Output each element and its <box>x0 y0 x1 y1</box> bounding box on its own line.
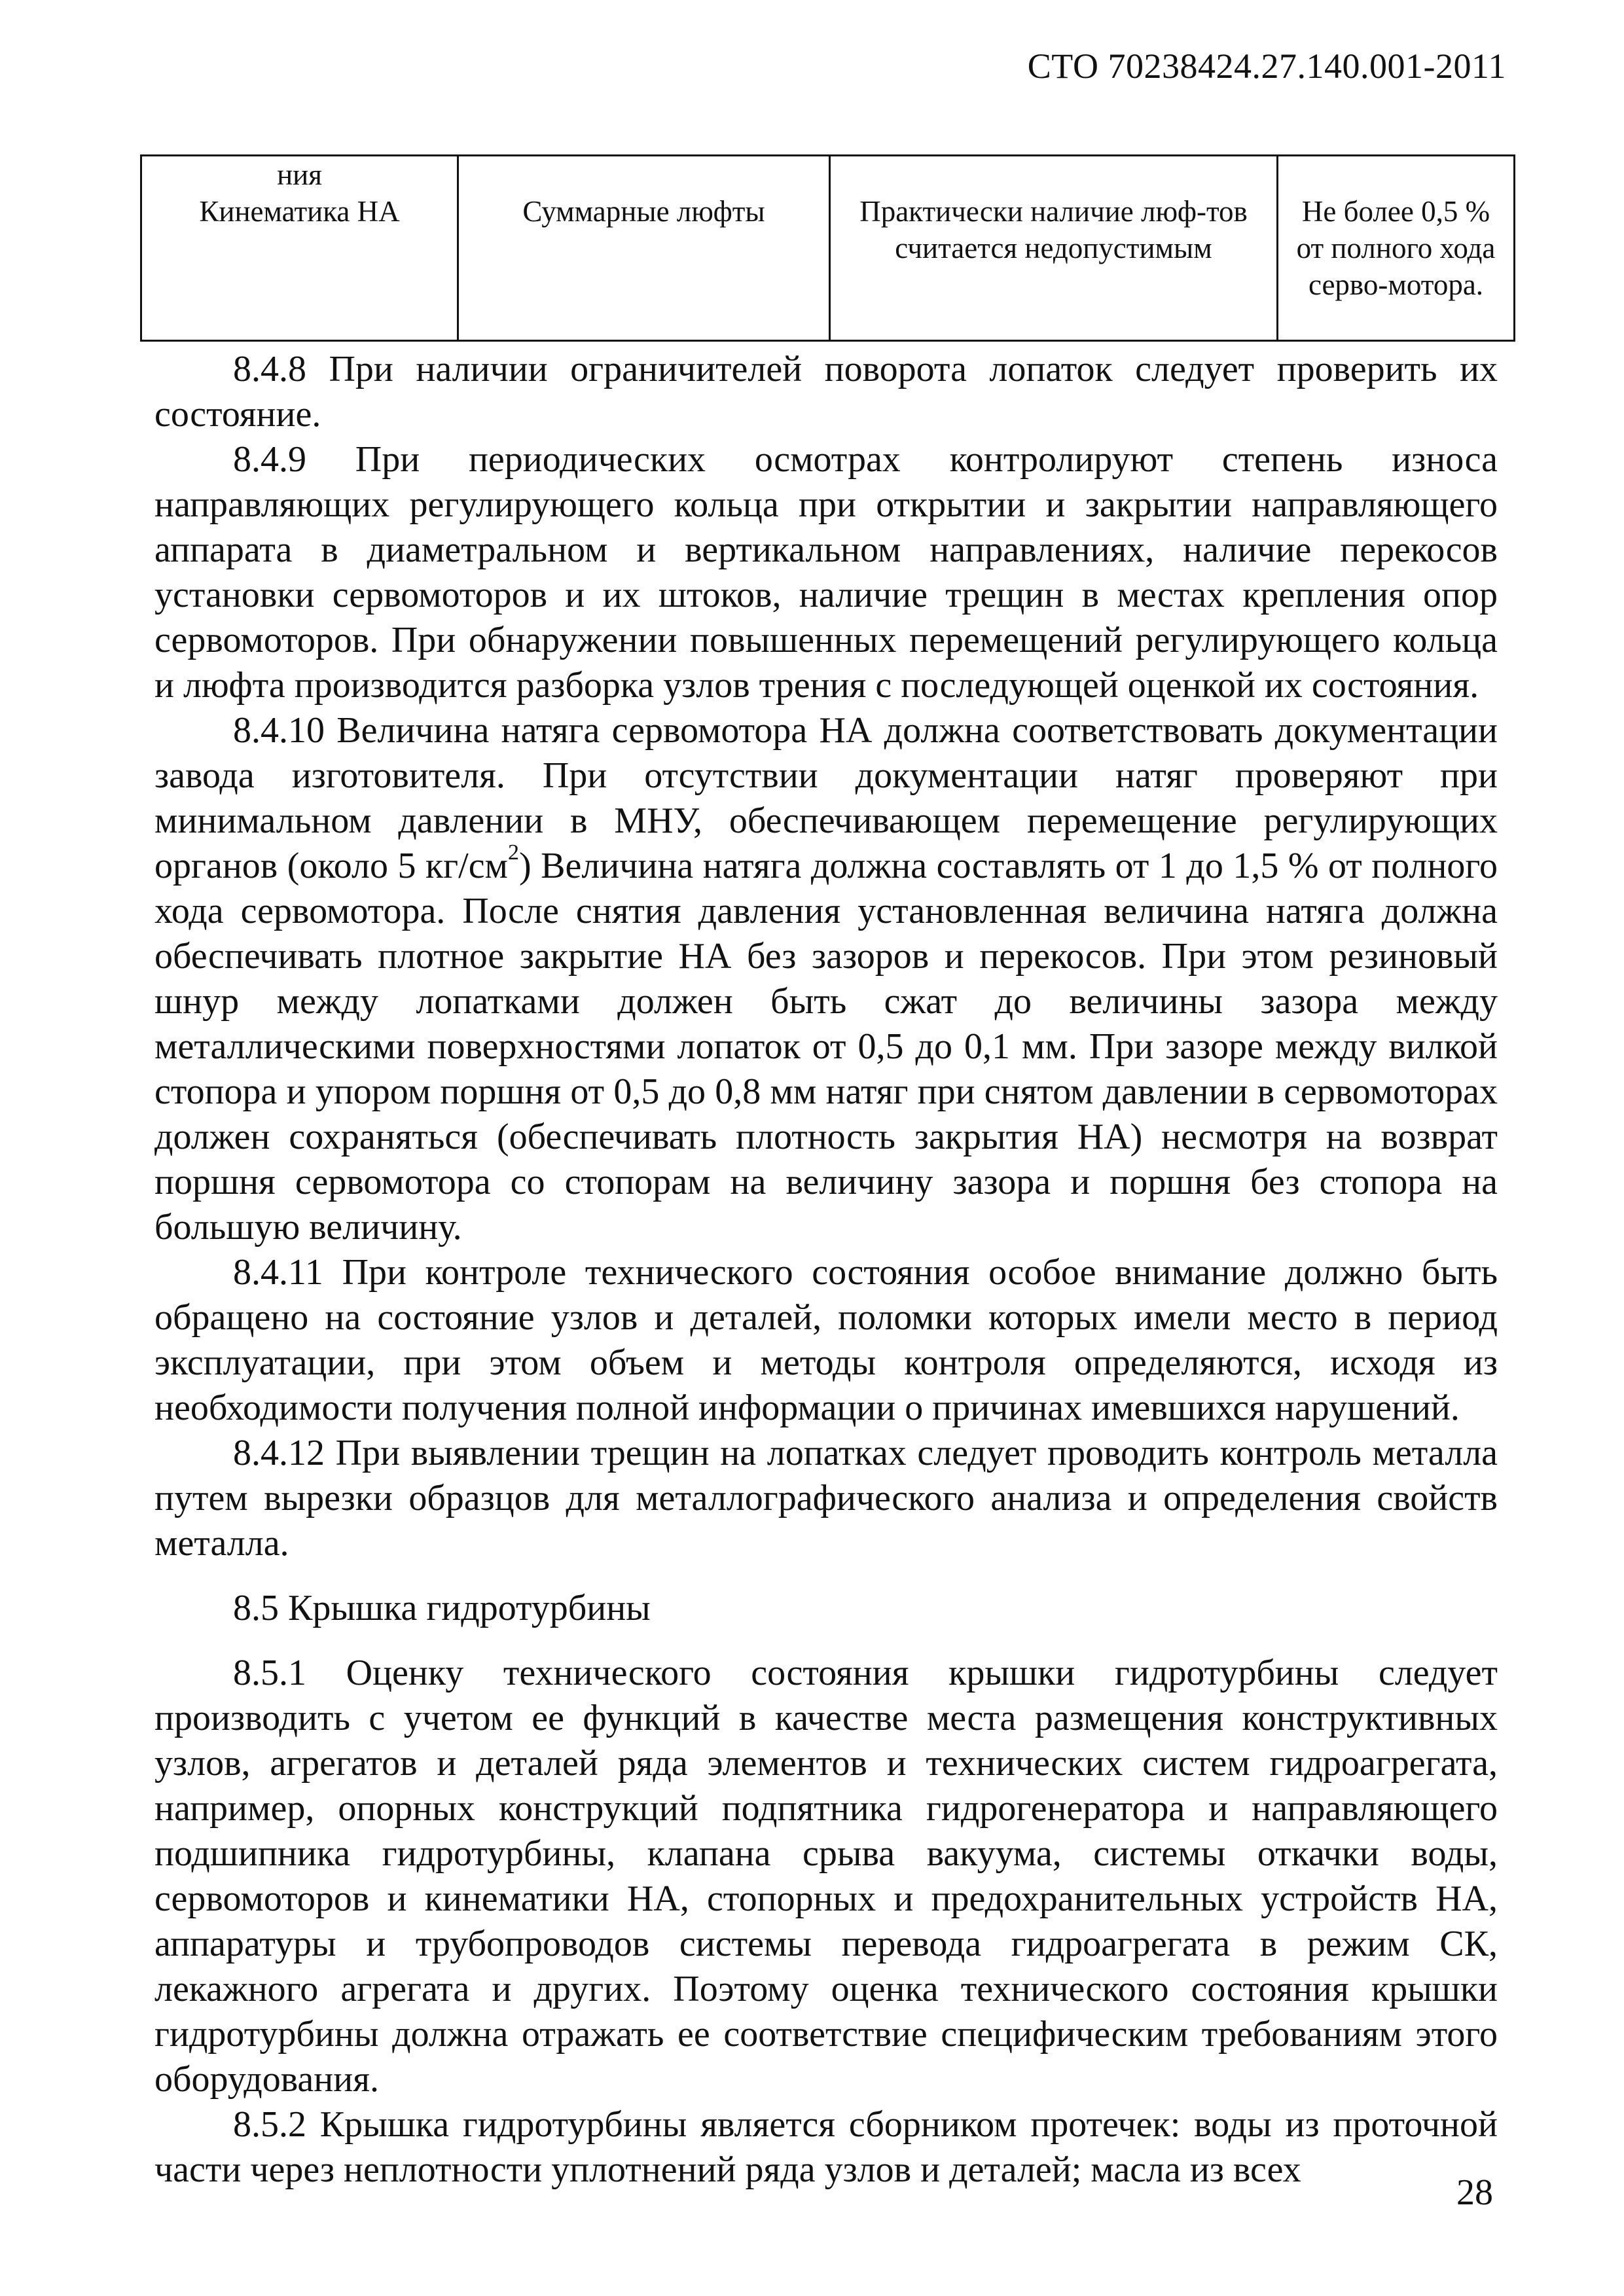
table-row-continued <box>141 156 1515 194</box>
paragraph-8-5-1: 8.5.1 Оценку технического состояния крышки гидротурбины следует производить с учетом ее функций в качестве места размещения конструктивных узлов, агрегатов и деталей ряда элементов и технических систем гидроагрегата, например, опорных конструкций подпятника гидрогенератора и направляющего подшипника гидротурбины, клапана срыва вакуума, системы откачки воды, сервомоторов и кинематики НА, стопорных и предохранительных устройств НА, аппаратуры и трубопроводов системы перевода гидроагрегата в режим СК, лекажного агрегата и других. Поэтому оценка технического состояния крышки гидротурбины должна отражать ее соответствие специфическим требованиям этого оборудования. <box>154 1653 1498 2100</box>
paragraph-8-4-10-part-1: 8.4.10 Величина натяга сервомотора НА должна соответствовать документации завода изготовителя. При отсутствии документации натяг проверяют при минимальном давлении в МНУ, обеспечивающем перемещение регулирующих органов (около 5 кг/см <box>154 710 1498 886</box>
paragraph-8-4-10-part-2: ) Величина натяга должна составлять от 1 до 1,5 % от полного хода сервомотора. После снятия давления установленная величина натяга должна обеспечивать плотное закрытие НА без зазоров и перекосов. При этом резиновый шнур между лопатками должен быть сжат до величины зазора между металлическими поверхностями лопаток от 0,5 до 0,1 мм. При зазоре между вилкой стопора и упором поршня от 0,5 до 0,8 мм натяг при снятом давлении в сервомоторах должен сохраняться (обеспечивать плотность закрытия НА) несмотря на возврат поршня сервомотора со стопорам на величину зазора и поршня без стопора на большую величину. <box>154 846 1498 1247</box>
paragraph-8-5-2: 8.5.2 Крышка гидротурбины является сборником протечек: воды из проточной части через неплотности уплотнений ряда узлов и деталей; масла из всех <box>154 2104 1498 2190</box>
superscript: 2 <box>507 840 519 865</box>
paragraph-8-4-10 <box>154 708 1498 1250</box>
page-number: 28 <box>1456 2172 1493 2213</box>
table-row <box>141 193 1515 341</box>
paragraph-8-4-8: 8.4.8 При наличии ограничителей поворота лопаток следует проверить их состояние. <box>154 349 1498 435</box>
table-cell-limit: Не более 0,5 % от полного хода серво-мотора. <box>1278 193 1515 341</box>
section-heading-8-5: 8.5 Крышка гидротурбины <box>233 1588 651 1628</box>
table-cell <box>830 156 1278 194</box>
document-code: СТО 70238424.27.140.001-2011 <box>1027 46 1506 86</box>
table-cell-parameter: Суммарные люфты <box>458 193 830 341</box>
paragraph-8-4-12: 8.4.12 При выявлении трещин на лопатках следует проводить контроль металла путем вырезки образцов для металлографического анализа и определения свойств металла. <box>154 1433 1498 1564</box>
criteria-table <box>140 154 1515 342</box>
paragraph-8-4-11: 8.4.11 При контроле технического состояния особое внимание должно быть обращено на состояние узлов и деталей, поломки которых имели место в период эксплуатации, при этом объем и методы контроля определяются, исходя из необходимости получения полной информации о причинах имевшихся нарушений. <box>154 1252 1498 1428</box>
table-cell <box>458 156 830 194</box>
paragraph-8-4-9: 8.4.9 При периодических осмотрах контролируют степень износа направляющих регулирующего кольца при открытии и закрытии направляющего аппарата в диаметральном и вертикальном направлениях, наличие перекосов установки сервомоторов и их штоков, наличие трещин в местах крепления опор сервомоторов. При обнаружении повышенных перемещений регулирующего кольца и люфта производится разборка узлов трения с последующей оценкой их состояния. <box>154 439 1498 706</box>
table-cell-element: Кинематика НА <box>141 193 458 341</box>
table-cell: ния <box>141 156 458 194</box>
body-text <box>154 347 1498 2193</box>
table-cell <box>1278 156 1515 194</box>
table-cell-criterion: Практически наличие люф-тов считается недопустимым <box>830 193 1278 341</box>
